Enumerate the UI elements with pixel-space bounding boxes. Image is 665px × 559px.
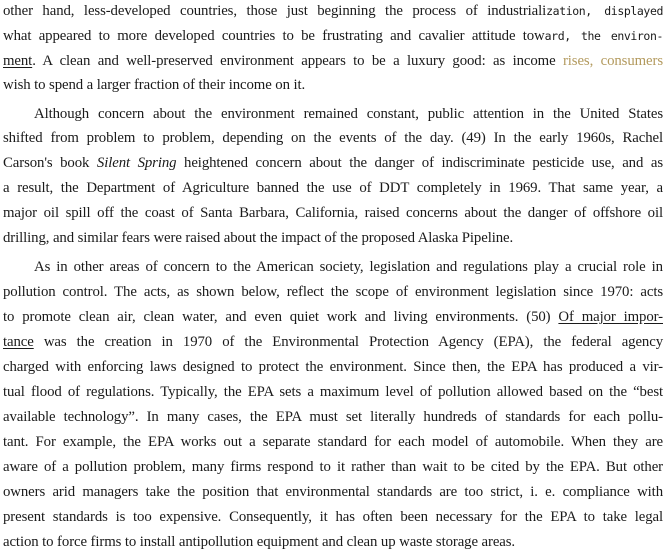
para2-line-5: major oil spill off the coast of Santa Barbara, California, raised concerns about the danger of offshore oil: [3, 205, 663, 221]
underlined-word-ment: ment: [3, 53, 33, 69]
para3-line-11: present standards is too expensive. Consequently, it has often been necessary for the EPA to take legal: [3, 509, 663, 525]
para2-line-1: Although concern about the environment remained constant, public attention in the United States: [34, 106, 663, 122]
underlined-phrase-of-major-importance: Of major impor-: [558, 309, 663, 325]
para1-line-3: [3, 51, 663, 71]
para1-line-1-tail: zation, displayed: [546, 4, 663, 18]
para2-line-2: shifted from problem to problem, depending on the events of the day. (49) In the early 1960s, Rachel: [3, 130, 663, 146]
para1-line-3-text: . A clean and well-preserved environment appears to be a luxury good: as income: [32, 53, 563, 69]
para2-line-3-text-a: Carson's book: [3, 155, 97, 171]
para3-line-10: owners arid managers take the position that environmental standards are too strict, i. e. compliance with: [3, 484, 663, 500]
para2-line-3: [3, 153, 663, 173]
para1-line-4: wish to spend a larger fraction of their income on it.: [3, 77, 306, 93]
para3-line-7: available technology”. In many cases, the EPA must set literally hundreds of standards for each pollu-: [3, 409, 663, 425]
para3-line-9: aware of a pollution problem, many firms respond to it rather than wait to be cited by the EPA. But other: [3, 459, 663, 475]
para3-line-3-text: to promote clean air, clean water, and even quiet work and living environments. (50): [3, 309, 559, 325]
para3-line-5: charged with enforcing laws designed to protect the environment. Since then, the EPA has produced a vir-: [3, 359, 663, 375]
para3-line-6: tual flood of regulations. Typically, the EPA sets a maximum level of pollution allowed based on the “best: [3, 384, 663, 400]
para3-line-3: [3, 307, 663, 327]
para1-line-2-tail: ard, the environ-: [544, 29, 664, 43]
para2-line-4: a result, the Department of Agriculture banned the use of DDT completely in 1969. That same year, a: [3, 180, 663, 196]
para1-line-2-text: what appeared to more developed countries to be frustrating and cavalier attitude tow: [3, 28, 545, 44]
para1-line-2: [3, 26, 663, 46]
para1-line-1-text: other hand, less-developed countries, those just beginning the process of industriali: [3, 3, 547, 19]
para3-line-8: tant. For example, the EPA works out a separate standard for each model of automobile. When they are: [3, 434, 663, 450]
faded-text-rises-consumers: rises, consumers: [562, 53, 663, 69]
para3-line-4-text: was the creation in 1970 of the Environmental Protection Agency (EPA), the federal agency: [33, 334, 663, 350]
para2-line-3-text-c: heightened concern about the danger of indiscriminate pesticide use, and as: [176, 155, 663, 171]
para3-line-12: action to force firms to install antipollution equipment and clean up waste storage areas.: [3, 534, 516, 550]
para2-line-6: drilling, and similar fears were raised about the impact of the proposed Alaska Pipeline.: [3, 230, 514, 246]
para3-line-1: As in other areas of concern to the American society, legislation and regulations play a crucial role in: [34, 259, 663, 275]
para3-line-4: [3, 332, 663, 352]
underlined-word-tance: tance: [3, 334, 34, 350]
para1-line-1: [3, 1, 663, 21]
book-title-silent-spring: Silent Spring: [96, 155, 177, 171]
para3-line-2: pollution control. The acts, as shown below, reflect the scope of environment legislation since 1970: acts: [3, 284, 663, 300]
